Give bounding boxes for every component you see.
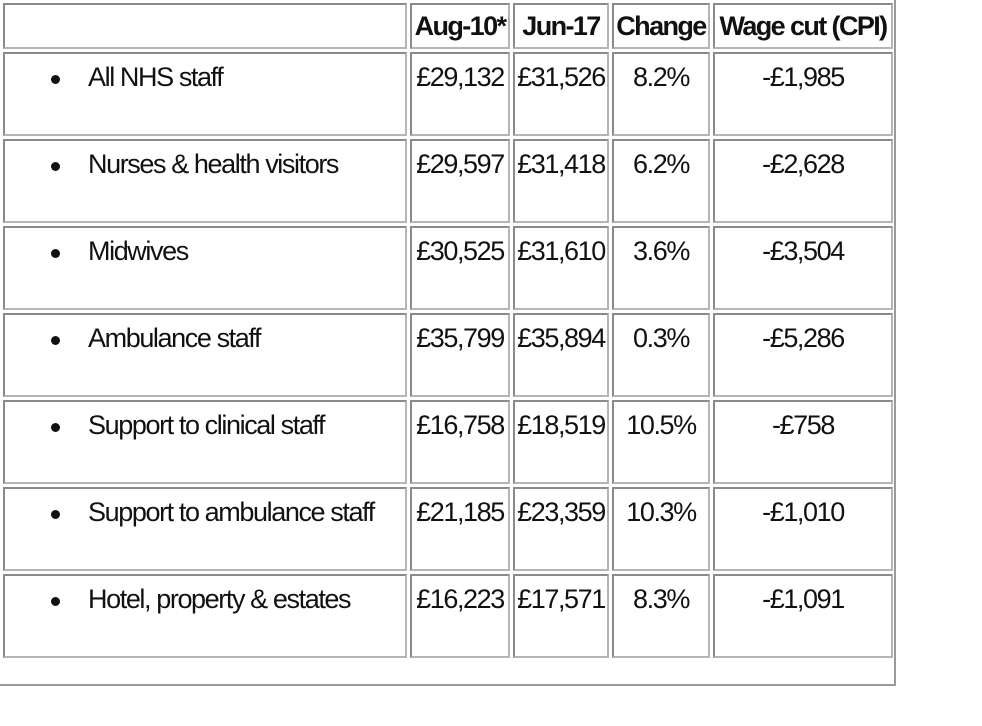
table-row [3, 487, 893, 571]
cell-wage-cut: -£1,010 [713, 487, 893, 571]
cell-change: 8.2% [612, 52, 710, 136]
cell-change: 10.5% [612, 400, 710, 484]
table-row [3, 313, 893, 397]
row-label: Ambulance staff [88, 323, 261, 353]
cell-change: 3.6% [612, 226, 710, 310]
table-body [3, 52, 893, 658]
bullet-icon [51, 249, 60, 258]
row-label-cell [3, 139, 407, 223]
row-label-cell [3, 574, 407, 658]
row-label: Hotel, property & estates [88, 584, 351, 614]
header-row [3, 3, 893, 49]
cell-wage-cut: -£2,628 [713, 139, 893, 223]
table-row [3, 139, 893, 223]
row-label: Support to clinical staff [88, 410, 325, 440]
header-wage-cut: Wage cut (CPI) [713, 3, 893, 49]
cell-jun17: £17,571 [513, 574, 609, 658]
cell-wage-cut: -£3,504 [713, 226, 893, 310]
cell-change: 8.3% [612, 574, 710, 658]
bullet-icon [51, 423, 60, 432]
cell-jun17: £31,526 [513, 52, 609, 136]
cell-wage-cut: -£1,985 [713, 52, 893, 136]
row-label-cell [3, 226, 407, 310]
row-label: Support to ambulance staff [88, 497, 374, 527]
header-aug10: Aug-10* [410, 3, 510, 49]
header-label [3, 3, 407, 49]
cell-jun17: £35,894 [513, 313, 609, 397]
cell-wage-cut: -£1,091 [713, 574, 893, 658]
cell-aug10: £16,758 [410, 400, 510, 484]
cell-change: 0.3% [612, 313, 710, 397]
cell-wage-cut: -£758 [713, 400, 893, 484]
row-label: All NHS staff [88, 62, 223, 92]
row-label-cell [3, 313, 407, 397]
row-label-cell [3, 52, 407, 136]
header-change: Change [612, 3, 710, 49]
bullet-icon [51, 510, 60, 519]
row-label-cell [3, 400, 407, 484]
row-label-cell [3, 487, 407, 571]
cell-jun17: £31,418 [513, 139, 609, 223]
table-row [3, 400, 893, 484]
table-row [3, 52, 893, 136]
cell-aug10: £35,799 [410, 313, 510, 397]
table-row [3, 574, 893, 658]
cell-wage-cut: -£5,286 [713, 313, 893, 397]
cell-change: 6.2% [612, 139, 710, 223]
row-label: Nurses & health visitors [88, 149, 339, 179]
bullet-icon [51, 162, 60, 171]
cell-jun17: £23,359 [513, 487, 609, 571]
bullet-icon [51, 75, 60, 84]
cell-jun17: £31,610 [513, 226, 609, 310]
cell-jun17: £18,519 [513, 400, 609, 484]
cell-aug10: £16,223 [410, 574, 510, 658]
row-label: Midwives [88, 236, 188, 266]
table-row [3, 226, 893, 310]
bullet-icon [51, 336, 60, 345]
cell-aug10: £29,132 [410, 52, 510, 136]
header-jun17: Jun-17 [513, 3, 609, 49]
cell-aug10: £29,597 [410, 139, 510, 223]
cell-aug10: £30,525 [410, 226, 510, 310]
cell-change: 10.3% [612, 487, 710, 571]
bullet-icon [51, 597, 60, 606]
table-header [3, 3, 893, 49]
cell-aug10: £21,185 [410, 487, 510, 571]
